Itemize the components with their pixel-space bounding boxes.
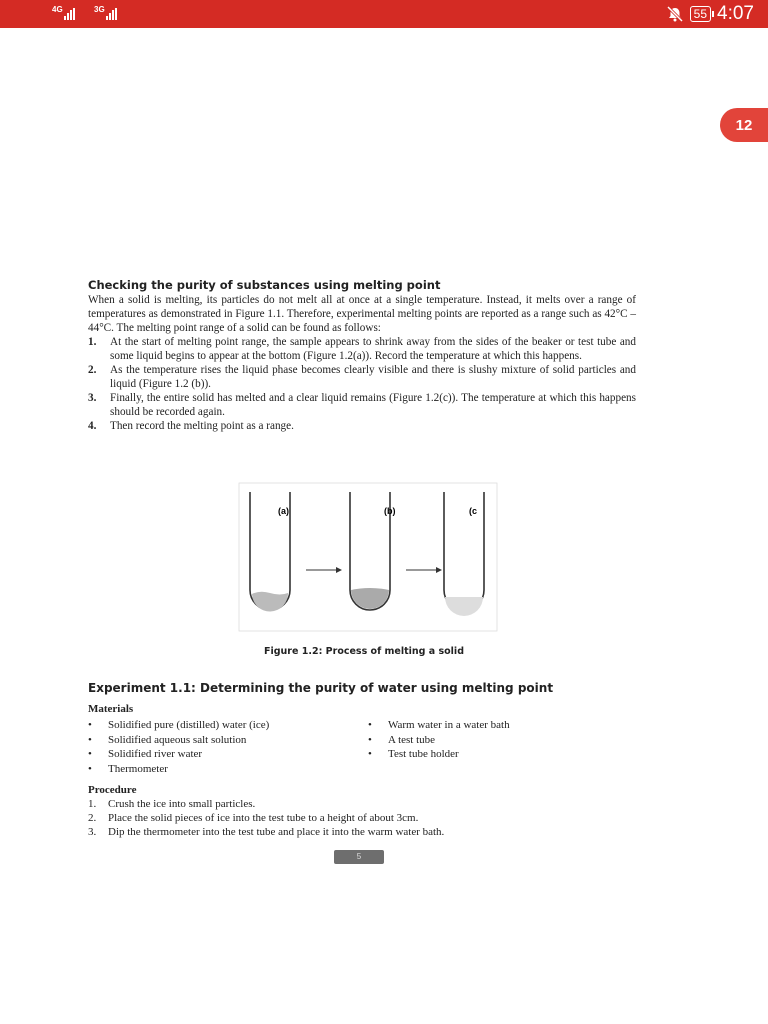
page-number-badge[interactable]: 12 [720, 108, 768, 142]
clock: 4:07 [717, 3, 754, 24]
step-text: Place the solid pieces of ice into the test tube to a height of about 3cm. [108, 812, 419, 825]
document-text [88, 278, 636, 433]
step-number: 4. [88, 420, 97, 432]
materials-list-right [368, 718, 510, 762]
test-tube-c [444, 492, 484, 610]
steps-list [88, 335, 636, 433]
solid-sample-a [252, 592, 288, 612]
section-heading: Checking the purity of substances using melting point [88, 278, 441, 292]
list-item [88, 811, 444, 825]
step-number: 1. [88, 798, 97, 810]
materials-list-left [88, 718, 269, 776]
list-item: • Solidified pure (distilled) water (ice) [88, 718, 269, 733]
liquid-sample-c [445, 597, 483, 616]
list-item [88, 825, 444, 839]
arrow-head [436, 567, 442, 573]
list-item: • Thermometer [88, 762, 269, 777]
procedure-heading: Procedure [88, 784, 137, 796]
tube-label-c: (c [469, 506, 478, 516]
experiment-title: Experiment 1.1: Determining the purity of water using melting point [88, 681, 554, 695]
list-item [88, 335, 636, 363]
step-text: Then record the melting point as a range. [110, 420, 294, 432]
tube-label-a: (a) [278, 506, 289, 516]
step-number: 2. [88, 812, 97, 825]
page-footer-number: 5 [334, 850, 384, 864]
arrow-head [336, 567, 342, 573]
step-number: 3. [88, 826, 97, 839]
materials-heading: Materials [88, 703, 134, 715]
step-number: 1. [88, 336, 97, 348]
list-item: • Warm water in a water bath [368, 718, 510, 733]
intro-paragraph: When a solid is melting, its particles do not melt all at once at a single temperature. Instead, it melts over a range of temperatures as demonstrated in Figure 1.1. Therefore, experimental melting points are reported as a range such as 42°C – 44°C. The melting point range of a solid can be found as follows: [88, 294, 636, 334]
bell-slash-icon [666, 6, 684, 22]
list-item: • A test tube [368, 733, 510, 748]
list-item [88, 797, 444, 811]
step-number: 2. [88, 364, 97, 376]
network-type-2: 3G [94, 5, 105, 14]
list-item: • Test tube holder [368, 747, 510, 762]
procedure-list [88, 797, 444, 840]
melting-figure [238, 482, 498, 632]
signal-icon [106, 8, 117, 20]
tube-label-b: (b) [384, 506, 396, 516]
status-bar [0, 0, 768, 28]
step-text: At the start of melting point range, the sample appears to shrink away from the sides of the beaker or test tube and some liquid begins to appear at the bottom (Figure 1.2(a)). Record the temperature at which this happens. [110, 336, 636, 362]
list-item [88, 391, 636, 419]
step-text: Dip the thermometer into the test tube and place it into the warm water bath. [108, 826, 445, 839]
list-item: • Solidified aqueous salt solution [88, 733, 269, 748]
step-text: Finally, the entire solid has melted and a clear liquid remains (Figure 1.2(c)). The temperature at which this happens should be recorded again. [110, 392, 636, 418]
figure-caption: Figure 1.2: Process of melting a solid [264, 646, 464, 657]
battery-level: 55 [693, 7, 708, 21]
step-text: As the temperature rises the liquid phase becomes clearly visible and there is slushy mixture of solid particles and liquid (Figure 1.2 (b)). [110, 364, 636, 390]
network-type-1: 4G [52, 5, 63, 14]
list-item [88, 363, 636, 391]
step-text: Crush the ice into small particles. [108, 798, 256, 810]
step-number: 3. [88, 392, 97, 404]
battery-icon [690, 6, 711, 22]
list-item: • Solidified river water [88, 747, 269, 762]
signal-icon [64, 8, 75, 20]
list-item [88, 419, 636, 433]
status-right [666, 3, 754, 25]
